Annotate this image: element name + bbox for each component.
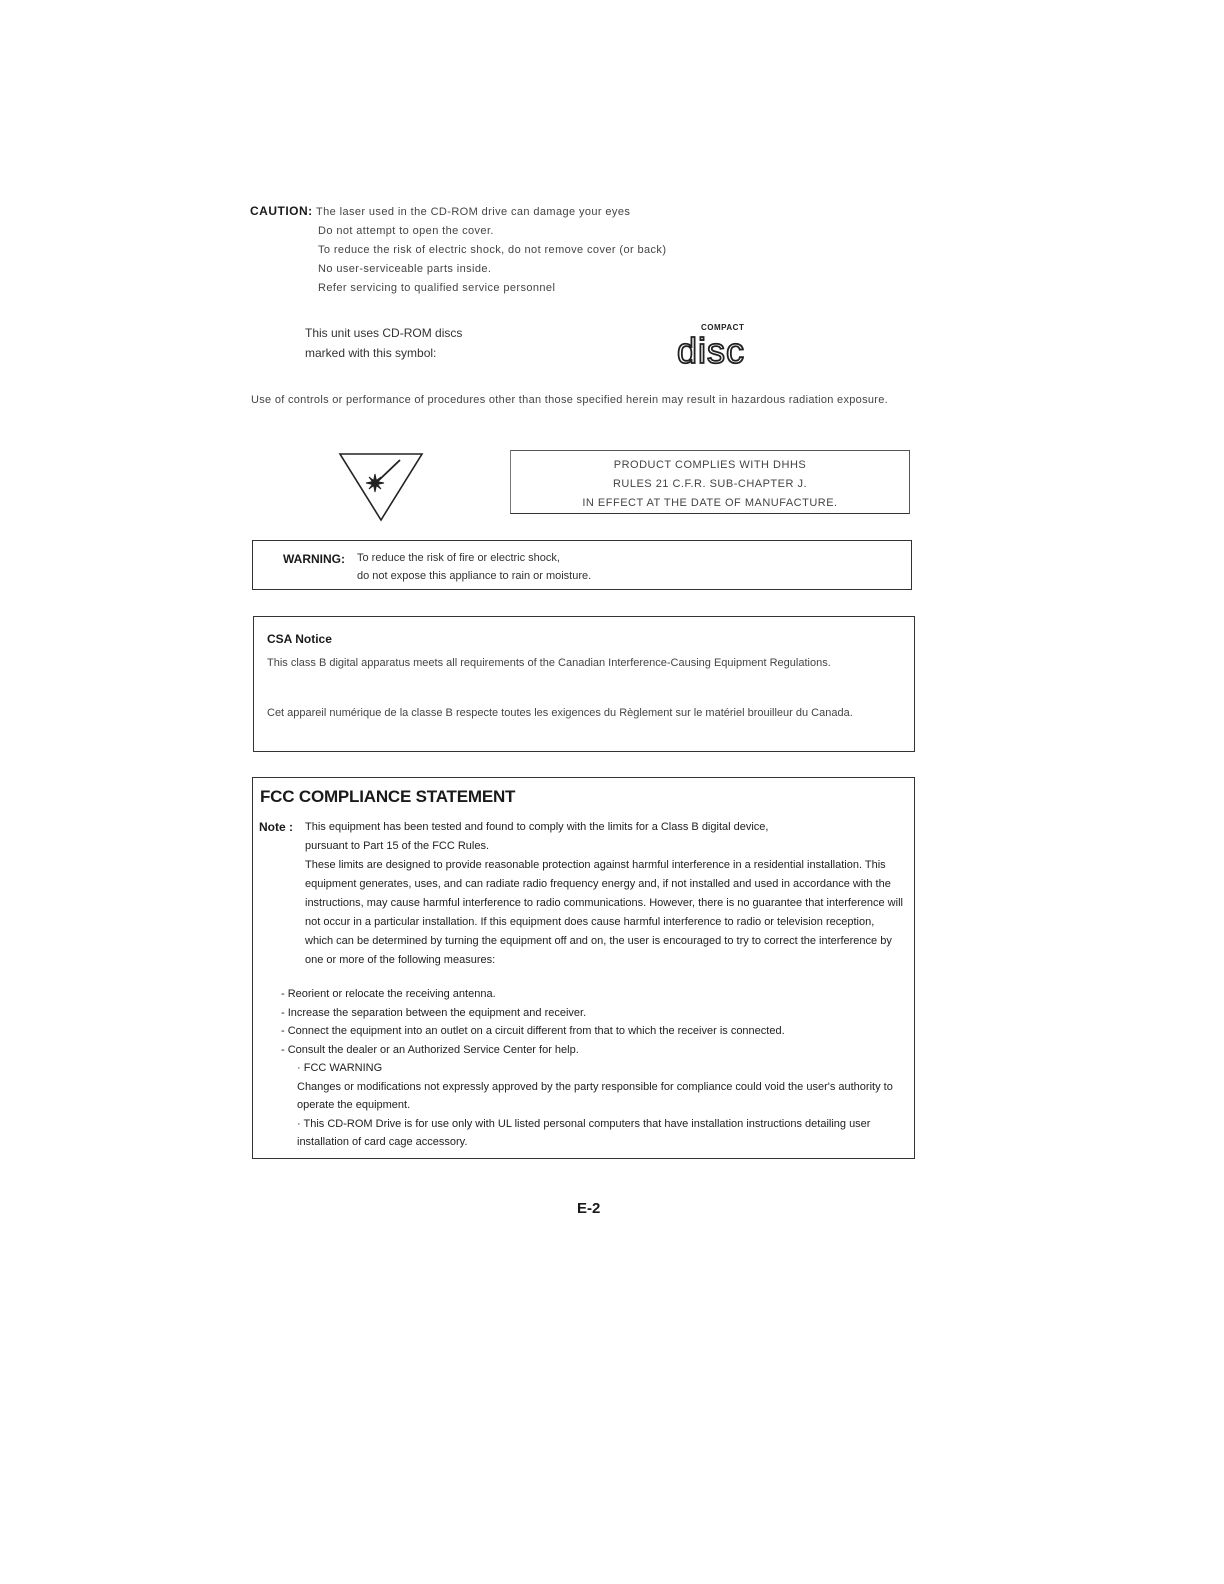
- caution-line: The laser used in the CD-ROM drive can damage your eyes: [316, 206, 631, 218]
- warning-line: do not expose this appliance to rain or moisture.: [357, 570, 592, 582]
- disc-notice-line: marked with this symbol:: [305, 346, 437, 360]
- warning-label: WARNING:: [283, 552, 345, 566]
- fcc-measures-list: [281, 985, 911, 1059]
- csa-english-text: This class B digital apparatus meets all requirements of the Canadian Interference-Causing Equipment Regulations.: [267, 657, 831, 669]
- caution-line: No user-serviceable parts inside.: [318, 263, 492, 275]
- caution-text: [318, 203, 666, 298]
- warning-line: To reduce the risk of fire or electric shock,: [357, 552, 560, 564]
- csa-title: CSA Notice: [267, 632, 332, 646]
- fcc-title: FCC COMPLIANCE STATEMENT: [260, 787, 516, 806]
- hazard-text: Use of controls or performance of procedures other than those specified herein may result in hazardous radiation exposure.: [251, 394, 889, 406]
- fcc-note-body: [305, 818, 905, 970]
- list-item: - Consult the dealer or an Authorized Service Center for help.: [281, 1043, 579, 1056]
- csa-notice-box: [253, 616, 915, 752]
- fcc-ul-text: · This CD-ROM Drive is for use only with UL listed personal computers that have installation instructions detailing user installation of card cage accessory.: [297, 1117, 871, 1148]
- fcc-compliance-box: [252, 777, 915, 1159]
- list-item: - Increase the separation between the equipment and receiver.: [281, 1006, 587, 1019]
- warning-box: [252, 540, 912, 590]
- csa-french-text: Cet appareil numérique de la classe B respecte toutes les exigences du Règlement sur le matériel brouilleur du Canada.: [267, 707, 853, 719]
- fcc-warning-title: · FCC WARNING: [297, 1062, 383, 1074]
- dhhs-line: PRODUCT COMPLIES WITH DHHS: [613, 459, 807, 471]
- fcc-warning-text: Changes or modifications not expressly approved by the party responsible for compliance could void the user's authority to operate the equipment.: [297, 1080, 893, 1111]
- fcc-note-paragraph: These limits are designed to provide reasonable protection against harmful interference in a residential installation. This equipment generates, uses, and can radiate radio frequency energy and, if not installed and used in accordance with the instructions, may cause harmful interference to radio communications. However, there is no guarantee that interference will not occur in a particular installation. If this equipment does cause harmful interference to radio or television reception, which can be determined by turning the equipment off and on, the user is encouraged to try to correct the interference by one or more of the following measures:: [305, 859, 903, 966]
- page-number: E-2: [577, 1200, 601, 1217]
- dhhs-line: IN EFFECT AT THE DATE OF MANUFACTURE.: [582, 497, 838, 509]
- dhhs-compliance-box: [510, 450, 910, 514]
- caution-line: Do not attempt to open the cover.: [318, 225, 494, 237]
- dhhs-line: RULES 21 C.F.R. SUB-CHAPTER J.: [612, 478, 808, 490]
- logo-disc-text: disc: [677, 330, 746, 367]
- caution-label: CAUTION:: [250, 204, 313, 218]
- laser-warning-icon: [338, 452, 424, 522]
- disc-notice: [305, 323, 462, 363]
- list-item: - Reorient or relocate the receiving antenna.: [281, 988, 496, 1000]
- fcc-note-line: pursuant to Part 15 of the FCC Rules.: [305, 840, 490, 852]
- logo-compact-text: COMPACT: [701, 323, 745, 332]
- compact-disc-logo-icon: [676, 321, 771, 367]
- list-item: - Connect the equipment into an outlet on a circuit different from that to which the receiver is connected.: [281, 1025, 785, 1037]
- disc-notice-line: This unit uses CD-ROM discs: [305, 326, 463, 340]
- caution-line: To reduce the risk of electric shock, do not remove cover (or back): [318, 244, 667, 256]
- fcc-warning-section: [297, 1059, 917, 1152]
- fcc-note-label: Note :: [259, 820, 293, 834]
- caution-line: Refer servicing to qualified service personnel: [318, 282, 556, 294]
- fcc-note-line: This equipment has been tested and found to comply with the limits for a Class B digital device,: [305, 821, 769, 833]
